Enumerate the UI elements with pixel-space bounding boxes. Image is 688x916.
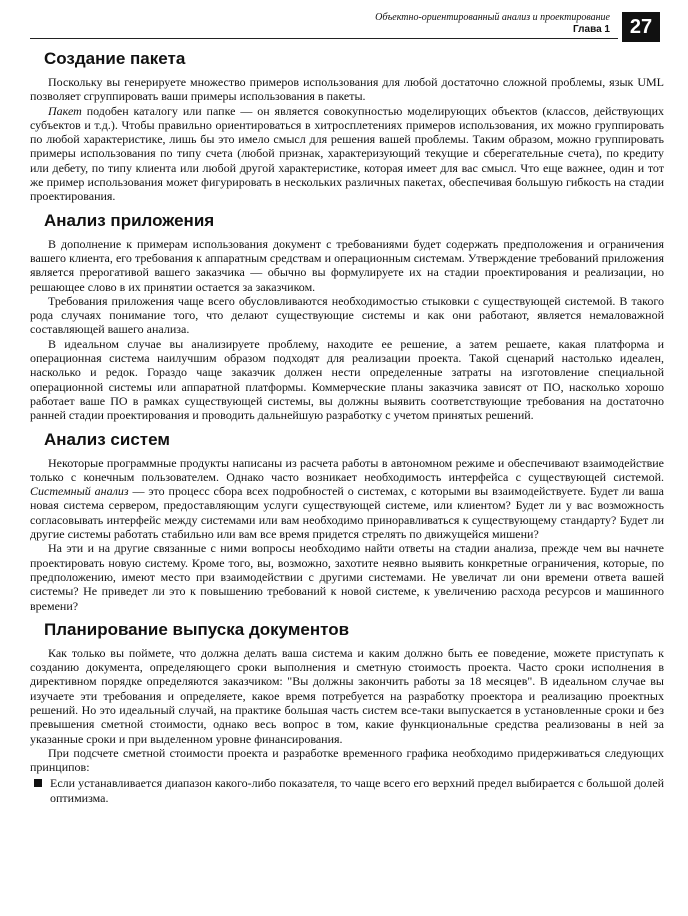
list-item-text: Если устанавливается диапазон какого-либо показателя, то чаще всего его верхний предел выбирается с большой долей оптимизма. (50, 776, 664, 805)
section-heading: Планирование выпуска документов (44, 619, 350, 639)
running-title: Объектно-ориентированный анализ и проектирование (375, 12, 610, 23)
paragraph: При подсчете сметной стоимости проекта и разработке временного графика необходимо придерживаться следующих принципов: (30, 745, 664, 775)
page-number: 27 (622, 12, 660, 42)
paragraph-text: Некоторые программные продукты написаны из расчета работы в автономном режиме и обеспечивают взаимодействие только с конечным пользователем. Однако часто возникает необходимость интерфейса с существующей системой. (30, 455, 664, 484)
paragraph (30, 104, 664, 204)
paragraph-text: подобен каталогу или папке — он является совокупностью моделирующих объектов (классов, действующих субъектов и т.д.). Чтобы правильно ориентироваться в хитросплетениях примеров использования, их можно группировать по любой характеристике, лишь бы это имело смысл для решения вашей проблемы. Таким образом, можно группировать примеры использования по типу счета (любой признак, характеризующий текущие и сберегательные счета), по кредиту или дебету, по типу клиента или любой другой характеристике, которая имеет для вас смысл. Что еще важнее, один и тот же пример использования может фигурировать в нескольких различных пакетах, обеспечивая большую гибкость на стадии проектирования. (30, 103, 664, 204)
term: Системный анализ (30, 484, 129, 499)
chapter-label: Глава 1 (572, 24, 610, 35)
paragraph: В дополнение к примерам использования документ с требованиями будет содержать предположения и ограничения вашего клиента, его требования к аппаратным средствам и операционным системам. Утверждение требований приложения является прерогативой вашего заказчика — обычно вы формулируете их на стадии проектирования и реализации, но решающее слово в их принятии остается за заказчиком. (30, 236, 664, 294)
section-heading: Анализ приложения (44, 210, 215, 230)
paragraph: На эти и на другие связанные с ними вопросы необходимо найти ответы на стадии анализа, прежде чем вы начнете проектировать новую систему. Кроме того, вы, возможно, захотите неявно выявить конкретные ограничения, которые, по предположению, имеют место при взаимодействии с другими системами. Не увеличат ли они времени ответа вашей системы? Не приведет ли это к повышению требований к новой системе, к увеличению расхода ресурсов и машинного времени? (30, 541, 664, 613)
paragraph: Требования приложения чаще всего обусловливаются необходимостью стыковки с существующей системой. В такого рода случаях понимание того, что делают существующие системы и как они работают, является немаловажной составляющей вашего анализа. (30, 293, 664, 337)
paragraph (30, 456, 664, 542)
section-application-analysis (30, 210, 664, 423)
list-item (30, 776, 664, 805)
bullet-list (30, 776, 664, 805)
paragraph: Поскольку вы генерируете множество примеров использования для любой достаточно сложной проблемы, язык UML позволяет сгруппировать ваши примеры использования в пакеты. (30, 75, 664, 104)
section-heading: Создание пакета (44, 49, 186, 68)
section-release-planning (30, 619, 664, 805)
paragraph-text: — это процесс сбора всех подробностей о системах, с которыми вы взаимодействуете. Будет ли ваша новая система сервером, предоставляющим услуги существующей системе, или клиентом? Будет ли у вас возможность согласовывать интерфейс между системами или вам необходимо приноравливаться к существующему стандарту? Будет ли другие системы работать стабильно или вам все время придется стрелять по движущейся мишени? (30, 484, 664, 542)
square-bullet-icon (34, 779, 42, 787)
section-systems-analysis (30, 429, 664, 613)
running-header (30, 10, 618, 39)
paragraph: Как только вы поймете, что должна делать ваша система и каким должно быть ее поведение, можете приступать к созданию документа, определяющего сроки выполнения и сметную стоимость проекта. Часто сроки исполнения в директивном порядке определяются заказчиком: "Вы должны закончить работы за 18 месяцев". В идеальном случае вы изучаете эти требования и определяете, какое время потребуется на разработку проектора и реализацию проектных решений. Но это идеальный случай, на практике большая часть систем все-таки выпускается в установленные сроки и без превышения сметной стоимости, однако весь вопрос в том, какие функциональные средства реализованы в ней за указанные сроки и при выделенном уровне финансирования. (30, 645, 664, 746)
paragraph: В идеальном случае вы анализируете проблему, находите ее решение, а затем решаете, какая платформа и операционная система наилучшим образом подходят для реализации проекта. Такой сценарий настолько идеален, насколько и редок. Гораздо чаще заказчик должен нести определенные затраты на изготовление специальной операционной системы или аппаратной платформы. Коммерческие планы заказчика зависят от ПО, насколько хорошо работает ваше ПО в рамках существующей системы, вы должны выявить соответствующие требования на достаточно ранней стадии проектирования и проводить дальнейшую разработку с учетом принятых решений. (30, 336, 664, 423)
section-package (30, 48, 664, 204)
term: Пакет (48, 103, 82, 118)
section-heading: Анализ систем (44, 429, 170, 449)
page-content (30, 48, 664, 811)
